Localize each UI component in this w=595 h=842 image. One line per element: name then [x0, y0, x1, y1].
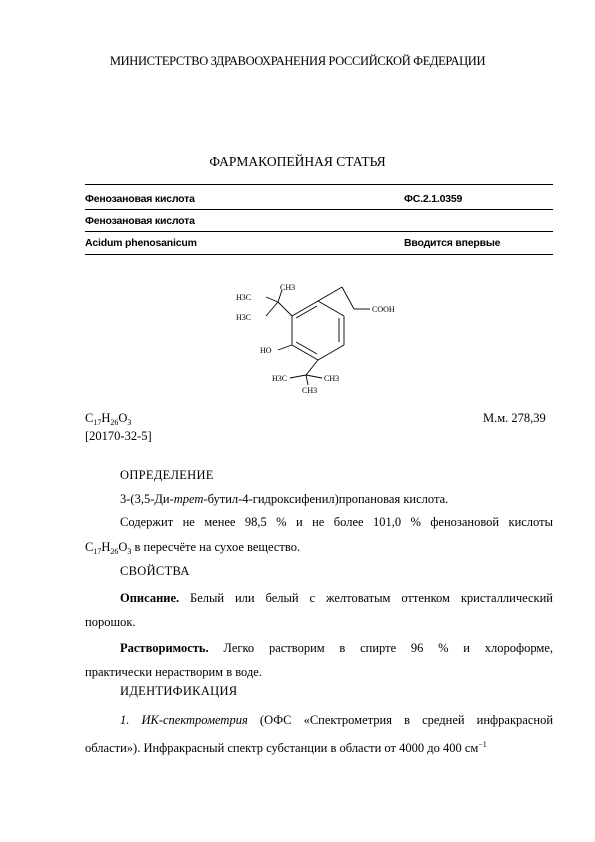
- header-rule-3: [85, 231, 553, 232]
- label-ch3: CH3: [302, 386, 318, 395]
- chain-bond: [318, 287, 342, 301]
- molecular-formula: $C_{17}H_{26}O_3$: [85, 411, 132, 427]
- tbu-bond: [290, 375, 306, 378]
- ring-double-bond: [296, 342, 317, 354]
- solubility-line2: практически нерастворим в воде.: [85, 665, 262, 679]
- label-h3c: H3C: [236, 313, 252, 322]
- label-ho: HO: [260, 346, 272, 355]
- description-line2: порошок.: [85, 615, 136, 629]
- ministry-title: МИНИСТЕРСТВО ЗДРАВООХРАНЕНИЯ РОССИЙСКОЙ ФЕДЕРАЦИИ: [109, 54, 486, 68]
- monograph-name-latin: Acidum phenosanicum: [85, 237, 197, 249]
- label-ch3: CH3: [324, 374, 340, 383]
- oh-bond: [278, 345, 292, 350]
- tbu-bond: [266, 297, 278, 302]
- monograph-status: Вводится впервые: [404, 237, 501, 249]
- document-type-title: ФАРМАКОПЕЙНАЯ СТАТЬЯ: [209, 154, 386, 169]
- ring-bond: [318, 301, 344, 316]
- chemical-name: 3-(3,5-Ди-трет-бутил-4-гидроксифенил)пропановая кислота.: [120, 492, 449, 506]
- cas-number: [20170-32-5]: [85, 429, 152, 443]
- label-h3c: H3C: [236, 293, 252, 302]
- label-cooh: COOH: [372, 305, 395, 314]
- tbu-bond: [306, 360, 318, 375]
- tbu-bond: [266, 302, 278, 316]
- chemical-structure-diagram: [230, 275, 410, 400]
- tbu-bond: [278, 302, 292, 316]
- molecular-weight: М.м. 278,39: [483, 411, 546, 425]
- tbu-bond: [306, 375, 308, 385]
- header-rule-2: [85, 209, 553, 210]
- section-heading-identification: ИДЕНТИФИКАЦИЯ: [120, 684, 238, 698]
- ring-bond: [318, 345, 344, 360]
- ir-test-line2: области»). Инфракрасный спектр субстанции в области от 4000 до 400 $см^{-1}$: [85, 740, 487, 755]
- monograph-name-ru-1: Фенозановая кислота: [85, 193, 195, 205]
- monograph-code: ФС.2.1.0359: [404, 193, 463, 205]
- label-h3c: H3C: [272, 374, 288, 383]
- header-top-rule: [85, 184, 553, 185]
- tbu-bond: [306, 375, 322, 378]
- ring-bond: [292, 301, 318, 316]
- solubility-line1: Растворимость. Легко растворим в спирте 96 % и хлороформе,: [120, 641, 553, 655]
- section-heading-properties: СВОЙСТВА: [120, 564, 190, 578]
- monograph-name-ru-2: Фенозановая кислота: [85, 215, 195, 227]
- section-heading-definition: ОПРЕДЕЛЕНИЕ: [120, 468, 214, 482]
- label-ch3: CH3: [280, 283, 296, 292]
- content-statement-line2: $C_{17}H_{26}O_3$ в пересчёте на сухое вещество.: [85, 540, 301, 556]
- description-line1: Описание. Белый или белый с желтоватым оттенком кристаллический: [120, 591, 553, 605]
- content-statement-line1: Содержит не менее 98,5 % и не более 101,0 % фенозановой кислоты: [120, 515, 553, 529]
- header-bottom-rule: [85, 254, 553, 255]
- ir-test-line1: 1. ИК-спектрометрия (ОФС «Спектрометрия в средней инфракрасной: [120, 713, 554, 727]
- chain-bond: [342, 287, 354, 309]
